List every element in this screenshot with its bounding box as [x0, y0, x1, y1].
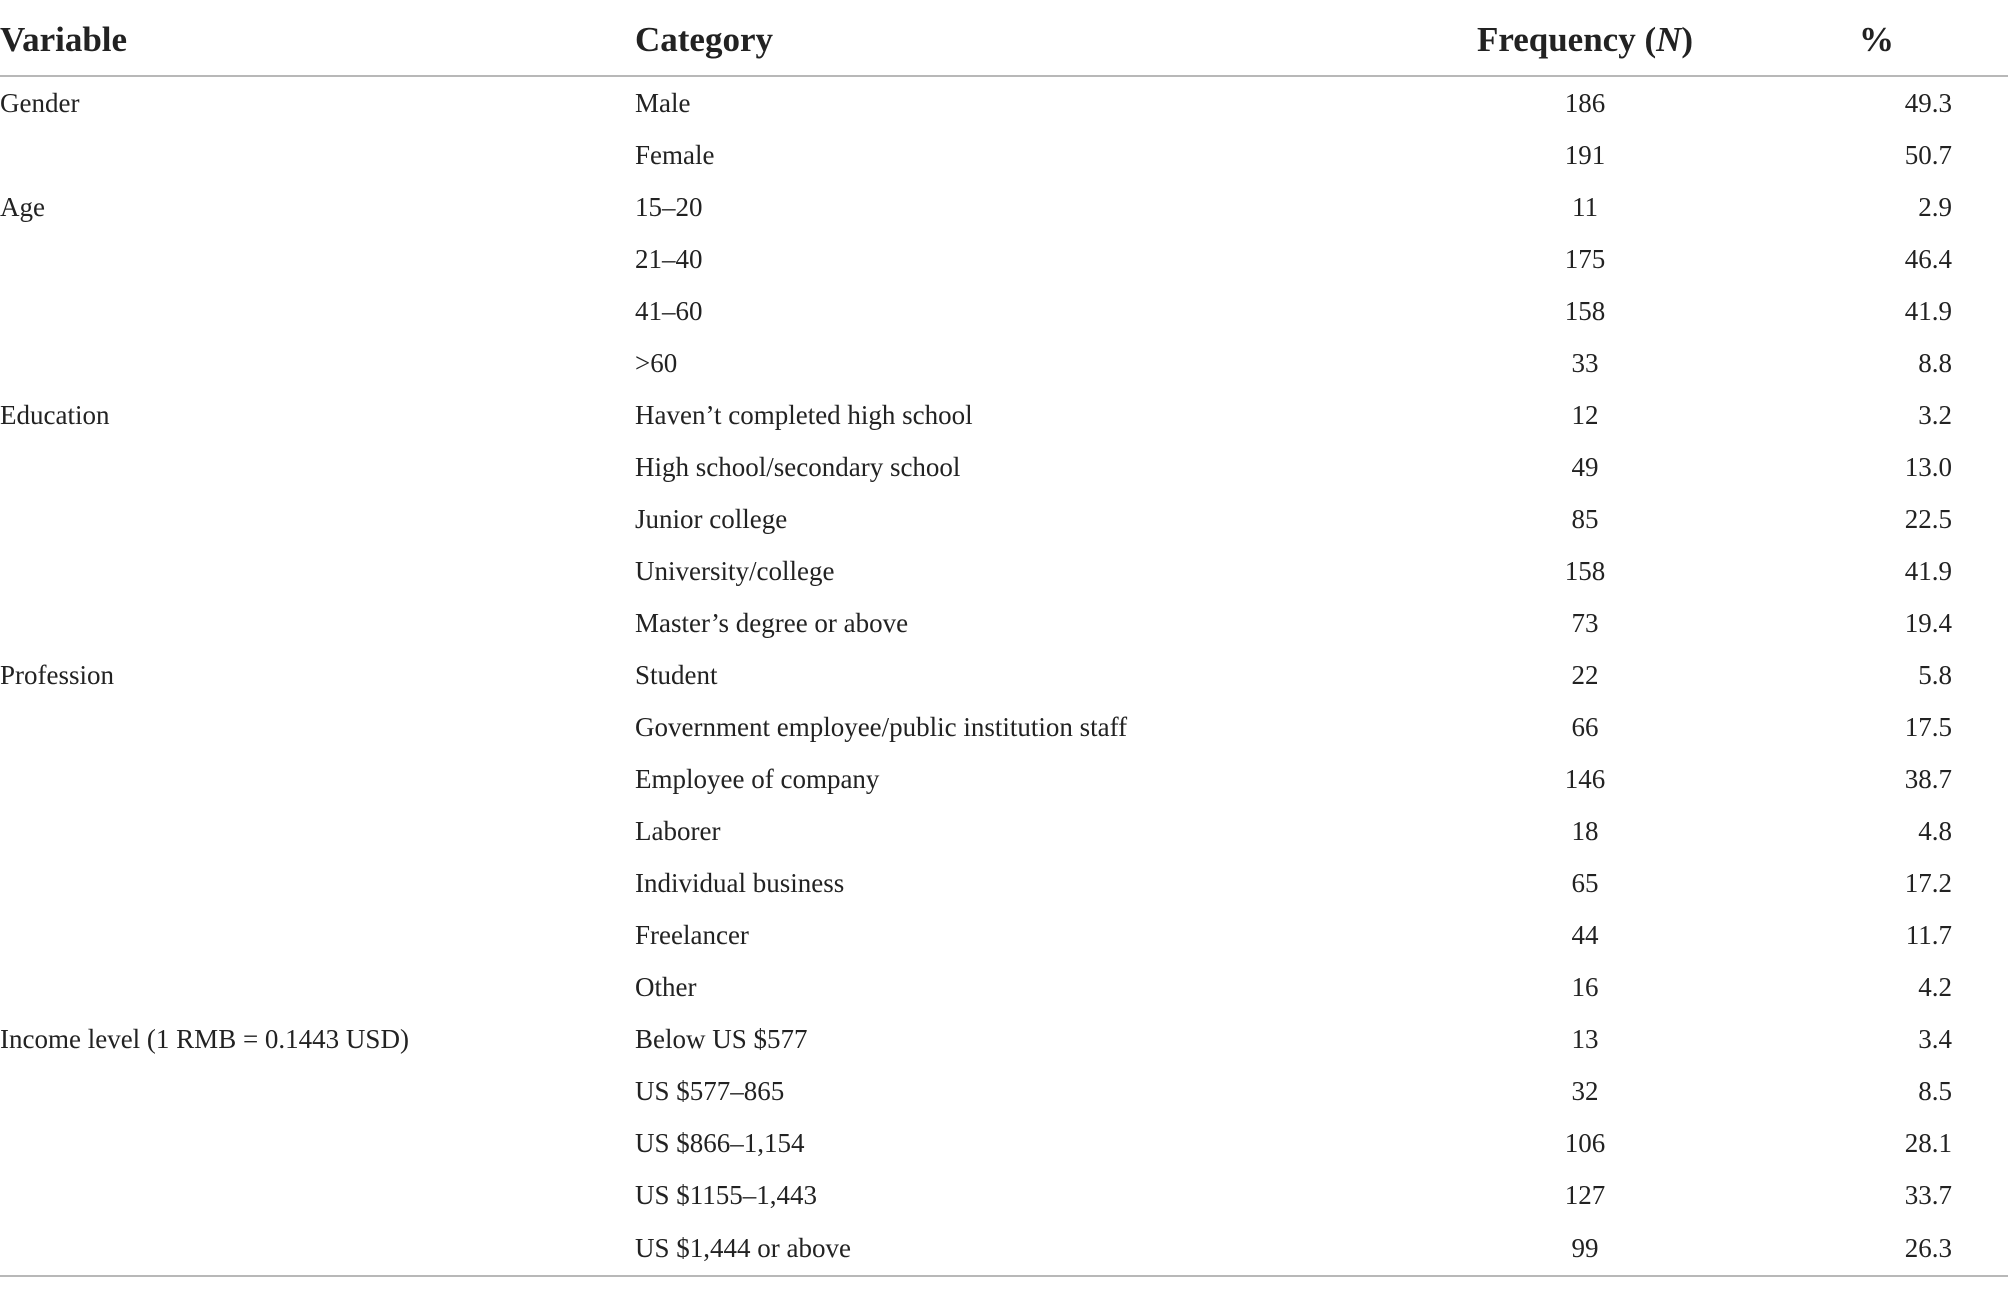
cell-variable — [0, 701, 635, 753]
table-row — [0, 701, 2008, 753]
cell-percent: 33.7 — [1904, 1180, 1952, 1210]
header-percent: % — [1785, 18, 2008, 76]
table-row — [0, 753, 2008, 805]
cell-percent: 11.7 — [1905, 920, 1952, 950]
table-row — [0, 441, 2008, 493]
cell-percent: 22.5 — [1904, 504, 1952, 534]
cell-percent: 46.4 — [1904, 244, 1952, 274]
header-category: Category — [635, 18, 1385, 76]
cell-variable — [0, 597, 635, 649]
cell-variable — [0, 441, 635, 493]
cell-category: US $1,444 or above — [635, 1221, 1385, 1276]
table-row — [0, 233, 2008, 285]
cell-variable — [0, 753, 635, 805]
cell-variable: Age — [0, 192, 45, 222]
cell-variable — [0, 545, 635, 597]
table-row — [0, 1221, 2008, 1276]
table-row — [0, 493, 2008, 545]
cell-variable: Profession — [0, 660, 114, 690]
header-row — [0, 18, 2008, 76]
table-row — [0, 597, 2008, 649]
cell-frequency: 85 — [1571, 504, 1599, 534]
cell-percent: 41.9 — [1904, 556, 1952, 586]
cell-category: Junior college — [635, 504, 788, 534]
cell-variable — [0, 805, 635, 857]
cell-category: University/college — [635, 556, 835, 586]
cell-percent: 4.8 — [1918, 816, 1952, 846]
cell-frequency: 11 — [1572, 192, 1598, 222]
cell-frequency: 13 — [1571, 1024, 1599, 1054]
cell-category: Below US $577 — [635, 1024, 808, 1054]
cell-percent: 19.4 — [1904, 608, 1952, 638]
cell-percent: 8.8 — [1918, 348, 1952, 378]
cell-category: Master’s degree or above — [635, 608, 909, 638]
table-row — [0, 129, 2008, 181]
cell-frequency: 191 — [1564, 140, 1606, 170]
cell-percent: 5.8 — [1918, 660, 1952, 690]
table-header — [0, 18, 2008, 76]
table-row — [0, 961, 2008, 1013]
header-variable: Variable — [0, 18, 635, 76]
cell-frequency: 186 — [1564, 88, 1606, 118]
cell-category: Government employee/public institution staff — [635, 712, 1128, 742]
cell-variable: Gender — [0, 88, 80, 118]
cell-variable — [0, 233, 635, 285]
cell-category: US $866–1,154 — [635, 1128, 805, 1158]
cell-category: Individual business — [635, 868, 845, 898]
header-frequency-suffix: ) — [1681, 20, 1694, 59]
cell-variable — [0, 285, 635, 337]
table-row — [0, 1013, 2008, 1065]
cell-category: Student — [635, 660, 718, 690]
cell-variable: Education — [0, 400, 110, 430]
cell-category: US $1155–1,443 — [635, 1180, 818, 1210]
cell-frequency: 33 — [1571, 348, 1599, 378]
table-row — [0, 545, 2008, 597]
table-row — [0, 1065, 2008, 1117]
cell-frequency: 12 — [1571, 400, 1599, 430]
table-row — [0, 76, 2008, 129]
cell-variable — [0, 961, 635, 1013]
cell-percent: 8.5 — [1918, 1076, 1952, 1106]
cell-category: Female — [635, 140, 715, 170]
cell-frequency: 146 — [1564, 764, 1606, 794]
demographics-table — [0, 18, 2008, 1277]
cell-variable: Income level (1 RMB = 0.1443 USD) — [0, 1024, 409, 1054]
cell-category: High school/secondary school — [635, 452, 961, 482]
cell-percent: 4.2 — [1918, 972, 1952, 1002]
cell-percent: 38.7 — [1904, 764, 1952, 794]
cell-frequency: 66 — [1571, 712, 1599, 742]
cell-percent: 28.1 — [1904, 1128, 1952, 1158]
header-frequency-n: N — [1656, 20, 1682, 59]
cell-percent: 13.0 — [1904, 452, 1952, 482]
cell-frequency: 127 — [1564, 1180, 1606, 1210]
cell-percent: 3.4 — [1918, 1024, 1952, 1054]
cell-variable — [0, 909, 635, 961]
cell-category: 21–40 — [635, 244, 703, 274]
cell-percent: 17.2 — [1904, 868, 1952, 898]
cell-frequency: 22 — [1571, 660, 1599, 690]
cell-frequency: 49 — [1571, 452, 1599, 482]
cell-category: Haven’t completed high school — [635, 400, 973, 430]
cell-frequency: 18 — [1571, 816, 1599, 846]
cell-variable — [0, 857, 635, 909]
cell-variable — [0, 493, 635, 545]
cell-category: US $577–865 — [635, 1076, 785, 1106]
table-row — [0, 857, 2008, 909]
cell-frequency: 73 — [1571, 608, 1599, 638]
cell-category: 15–20 — [635, 192, 703, 222]
cell-percent: 26.3 — [1785, 1221, 2008, 1276]
table-row — [0, 649, 2008, 701]
cell-percent: 41.9 — [1904, 296, 1952, 326]
header-frequency — [1385, 18, 1785, 76]
cell-percent: 49.3 — [1904, 88, 1952, 118]
cell-frequency: 175 — [1564, 244, 1606, 274]
cell-category: 41–60 — [635, 296, 703, 326]
cell-category: Freelancer — [635, 920, 749, 950]
cell-variable — [0, 1117, 635, 1169]
cell-variable — [0, 337, 635, 389]
cell-percent: 50.7 — [1904, 140, 1952, 170]
cell-percent: 17.5 — [1904, 712, 1952, 742]
cell-frequency: 32 — [1571, 1076, 1599, 1106]
header-frequency-prefix: Frequency ( — [1476, 20, 1657, 59]
table-row — [0, 285, 2008, 337]
table-row — [0, 181, 2008, 233]
cell-frequency: 65 — [1571, 868, 1599, 898]
cell-category: Male — [635, 88, 691, 118]
cell-variable — [0, 129, 635, 181]
table-row — [0, 1117, 2008, 1169]
table-row — [0, 805, 2008, 857]
cell-variable — [0, 1065, 635, 1117]
table-body — [0, 76, 2008, 1276]
cell-frequency: 44 — [1571, 920, 1599, 950]
cell-variable — [0, 1221, 635, 1276]
table-row — [0, 389, 2008, 441]
table-row — [0, 909, 2008, 961]
cell-frequency: 158 — [1564, 296, 1606, 326]
cell-category: Other — [635, 972, 697, 1002]
cell-frequency: 158 — [1564, 556, 1606, 586]
table-row — [0, 1169, 2008, 1221]
cell-category: >60 — [635, 348, 678, 378]
cell-variable — [0, 1169, 635, 1221]
cell-percent: 3.2 — [1918, 400, 1952, 430]
cell-frequency: 99 — [1385, 1221, 1785, 1276]
cell-percent: 2.9 — [1918, 192, 1952, 222]
table-row — [0, 337, 2008, 389]
cell-category: Laborer — [635, 816, 721, 846]
cell-frequency: 16 — [1571, 972, 1599, 1002]
cell-frequency: 106 — [1564, 1128, 1606, 1158]
cell-category: Employee of company — [635, 764, 880, 794]
